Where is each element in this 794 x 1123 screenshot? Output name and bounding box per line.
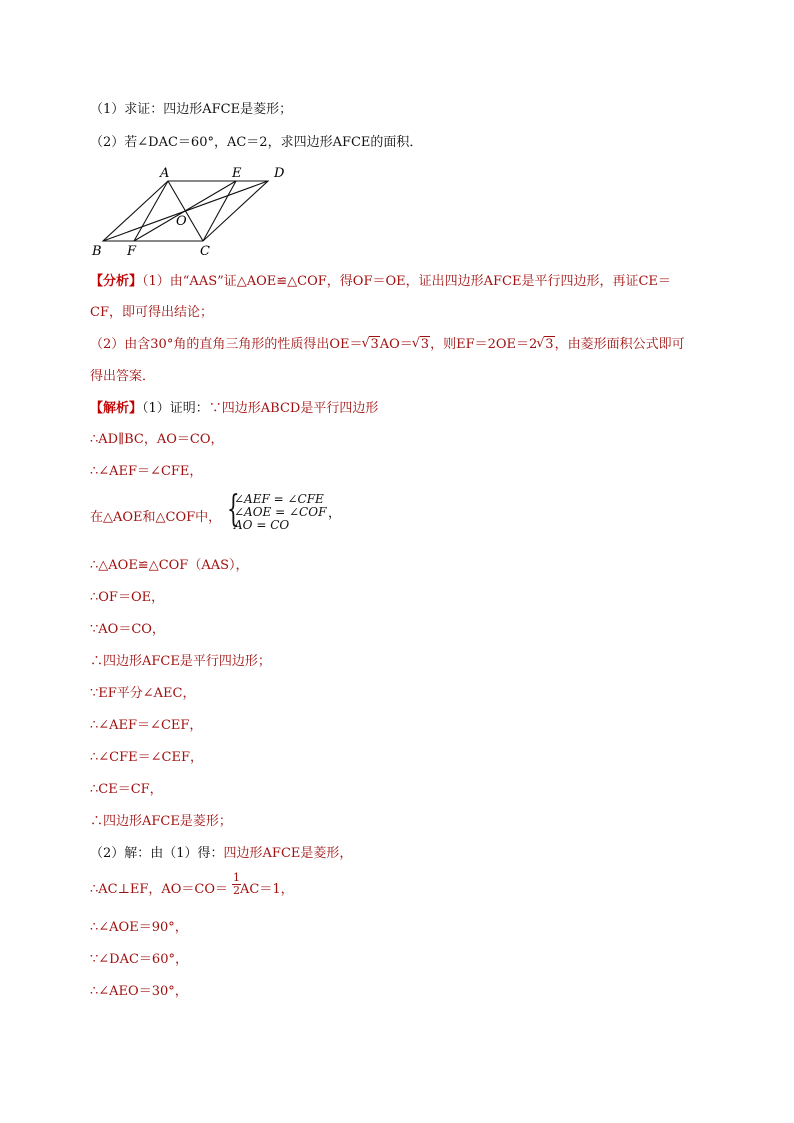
label-c: C bbox=[200, 244, 210, 258]
analysis-tag: 【分析】 bbox=[90, 274, 143, 289]
solution-line-18: ∴∠AEO＝30°， bbox=[90, 984, 188, 999]
system-comma: ， bbox=[328, 506, 342, 521]
solution-line-2: ∴AD∥BC，AO＝CO， bbox=[90, 432, 224, 447]
solution-line-11: ∴∠CFE＝∠CEF， bbox=[90, 750, 203, 765]
segment-ce bbox=[203, 181, 236, 241]
solution-line-5: ∴△AOE≌△COF（AAS）， bbox=[90, 558, 249, 573]
analysis-line-4: 得出答案． bbox=[90, 369, 156, 384]
label-f: F bbox=[127, 244, 137, 258]
solution-line-14: （2）解：由（1）得：四边形AFCE是菱形， bbox=[90, 846, 353, 861]
label-b: B bbox=[92, 244, 102, 258]
solution-line-9: ∵EF平分∠AEC， bbox=[90, 686, 196, 701]
analysis-line-2: CF，即可得出结论； bbox=[90, 305, 213, 320]
fraction-one-half: $\frac{1}{2}$ bbox=[233, 871, 240, 897]
solution-line-10: ∴∠AEF＝∠CEF， bbox=[90, 718, 203, 733]
solution-line-13: ∴四边形AFCE是菱形； bbox=[90, 814, 232, 829]
solution-line-3: ∴∠AEF＝∠CFE， bbox=[90, 464, 203, 479]
segment-af bbox=[134, 181, 168, 241]
segment-bd bbox=[103, 181, 268, 241]
sqrt-3: √ 3 bbox=[537, 336, 554, 354]
label-a: A bbox=[160, 166, 170, 181]
question-1: （1）求证：四边形AFCE是菱形； bbox=[90, 102, 293, 117]
parallelogram-figure bbox=[90, 163, 290, 258]
sqrt-3: √ 3 bbox=[362, 336, 379, 354]
solution-line-16: ∴∠AOE＝90°， bbox=[90, 920, 188, 935]
label-o: O bbox=[176, 214, 187, 229]
solution-line-4: 在△AOE和△COF中， bbox=[90, 510, 222, 525]
solution-line-17: ∵∠DAC＝60°， bbox=[90, 952, 188, 967]
solution-tag: 【解析】 bbox=[90, 401, 143, 416]
analysis-line-3: （2）由含30°角的直角三角形的性质得出OE＝√ 3AO＝√ 3，则EF＝2OE＝2√ 3，由菱形面积公式即可 bbox=[90, 336, 685, 354]
question-2: （2）若∠DAC＝60°，AC＝2，求四边形AFCE的面积． bbox=[90, 135, 423, 150]
analysis-line-1: 【分析】（1）由“AAS”证△AOE≌△COF，得OF＝OE，证出四边形AFCE是平行四边形，再证CE＝ bbox=[90, 274, 671, 289]
equation-system: ∠AEF = ∠CFE ∠AOE = ∠COF AO = CO bbox=[234, 492, 327, 532]
solution-line-12: ∴CE＝CF， bbox=[90, 782, 163, 797]
solution-line-15: ∴AC⊥EF，AO＝CO＝ AC＝1， bbox=[90, 882, 294, 897]
system-brace: { bbox=[227, 489, 240, 530]
solution-line-8: ∴四边形AFCE是平行四边形； bbox=[90, 654, 271, 669]
label-e: E bbox=[232, 166, 242, 181]
solution-line-7: ∵AO＝CO， bbox=[90, 622, 165, 637]
label-d: D bbox=[274, 166, 285, 181]
sqrt-3: √ 3 bbox=[413, 336, 430, 354]
solution-line-6: ∴OF＝OE， bbox=[90, 590, 165, 605]
solution-line-1: 【解析】（1）证明：∵四边形ABCD是平行四边形 bbox=[90, 401, 379, 416]
